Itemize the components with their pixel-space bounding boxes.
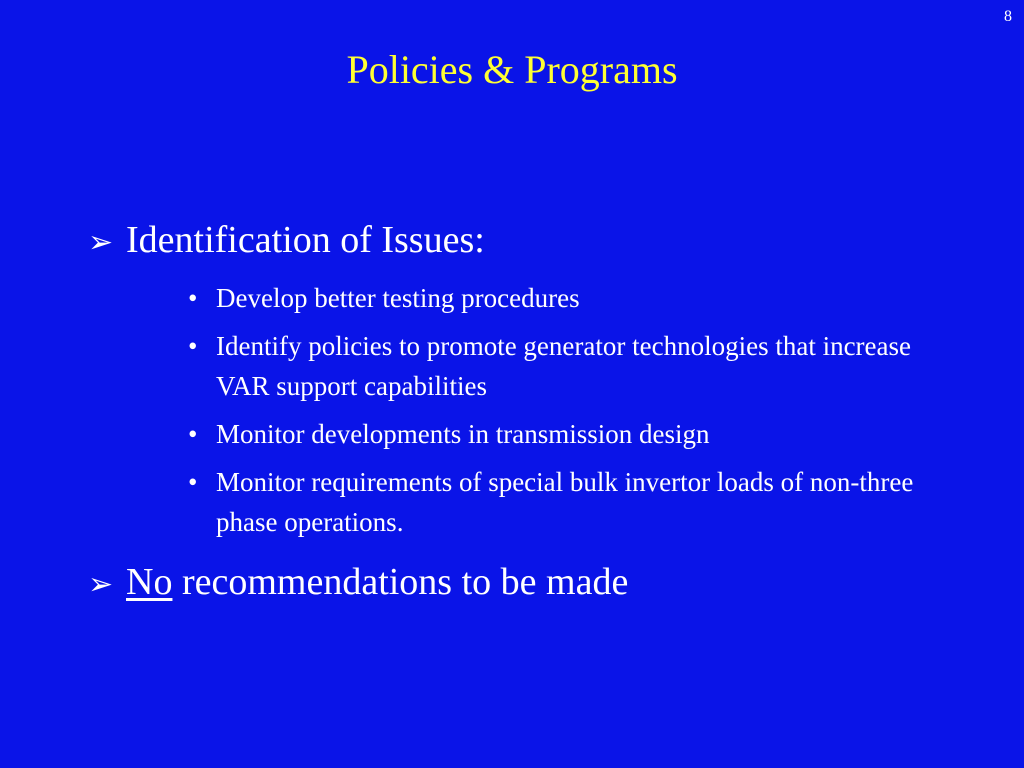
bullet-item-recommendations (88, 560, 628, 607)
dot-bullet-icon: • (188, 467, 198, 497)
bullet-item-identification (88, 218, 485, 265)
sub-bullet-text: Develop better testing procedures (216, 283, 580, 313)
sub-bullet-item (188, 326, 948, 406)
bullet-text: Identification of Issues: (126, 219, 485, 261)
sub-bullet-item (188, 278, 948, 318)
sub-bullet-text: Monitor requirements of special bulk invertor loads of non-three phase operations. (216, 467, 914, 537)
dot-bullet-icon: • (188, 283, 198, 313)
sub-bullet-list (188, 278, 948, 550)
sub-bullet-item (188, 414, 948, 454)
arrow-bullet-icon: ➢ (88, 226, 114, 259)
bullet-text: recommendations to be made (181, 561, 629, 603)
sub-bullet-text: Monitor developments in transmission design (216, 419, 710, 449)
dot-bullet-icon: • (188, 331, 198, 361)
emphasis-no: No (126, 561, 173, 603)
sub-bullet-item (188, 462, 948, 542)
sub-bullet-text: Identify policies to promote generator technologies that increase VAR support capabilities (216, 331, 911, 401)
slide-number: 8 (1004, 8, 1012, 25)
dot-bullet-icon: • (188, 419, 198, 449)
arrow-bullet-icon: ➢ (88, 568, 114, 601)
slide-title: Policies & Programs (346, 47, 678, 92)
